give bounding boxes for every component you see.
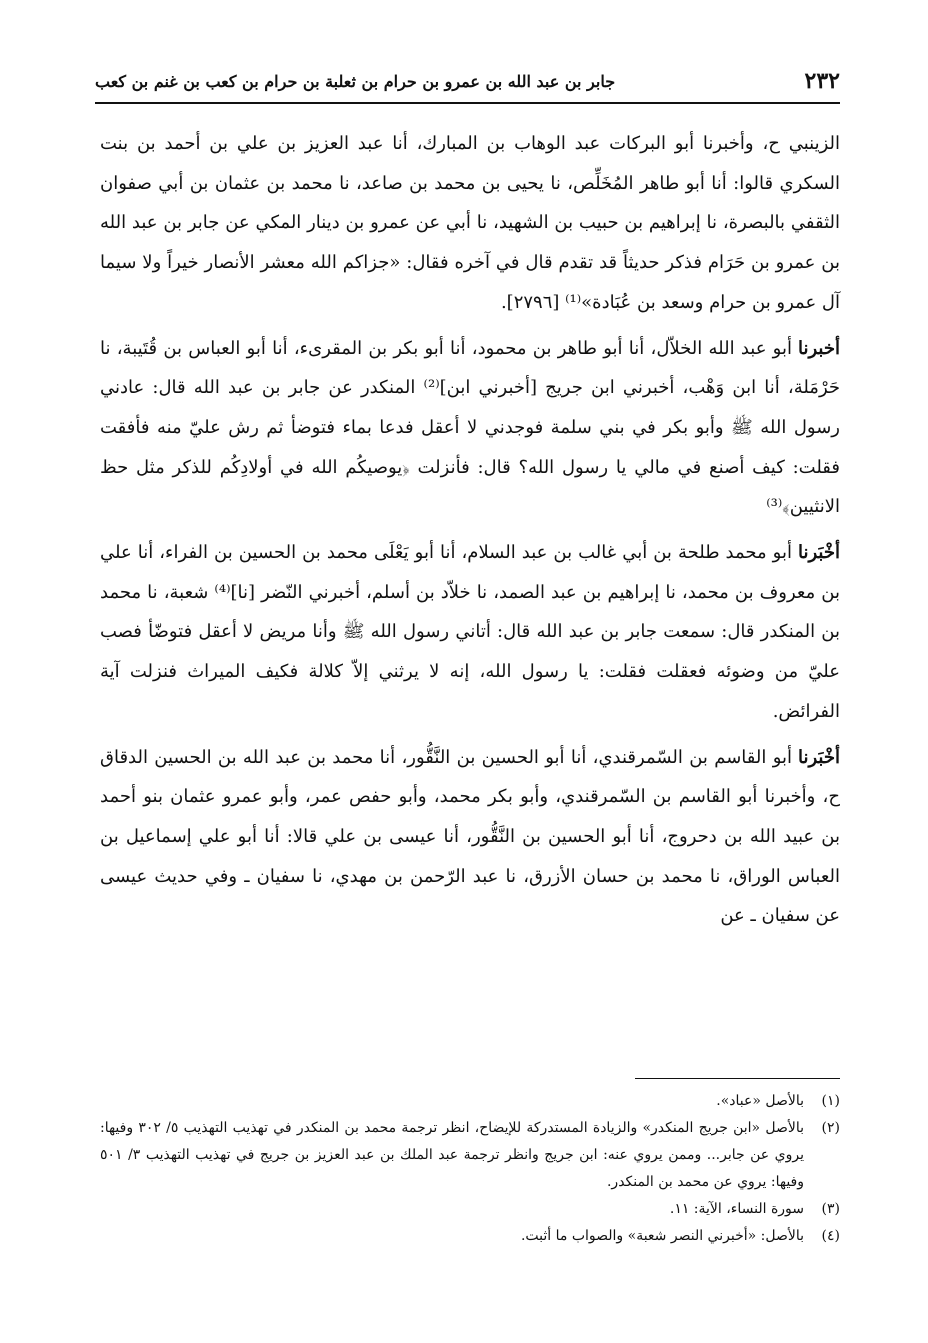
footnote-text: بالأصل «عباد». xyxy=(716,1093,804,1109)
footnote-text: سورة النساء، الآية: ١١. xyxy=(669,1201,804,1217)
footnote-4 xyxy=(100,1223,840,1250)
footnote-text: بالأصل «ابن جريج المنكدر» والزيادة المستدركة للإيضاح، انظر ترجمة محمد بن المنكدر في تهذيب التهذيب ٥/ ٣٠٢ وفيها: يروي عن جابر... وممن يروي عنه: ابن جريج وانظر ترجمة عبد الملك بن عبد العزيز بن جريج في تهذيب التهذيب ٣/ ٥٠١ وفيها: يروي عن محمد بن المنكدر. xyxy=(100,1120,804,1190)
page-number: ٢٣٢ xyxy=(804,68,840,94)
paragraph-lead-word: أخْبَرنا xyxy=(798,746,840,768)
header-rule xyxy=(95,102,840,104)
footnote-2 xyxy=(100,1115,840,1196)
running-header xyxy=(95,66,840,96)
paragraph-lead-word: أخبرنا xyxy=(798,337,840,359)
footnote-1 xyxy=(100,1088,840,1115)
paragraph-lead-word: أخْبَرنا xyxy=(798,542,840,564)
footnotes xyxy=(100,1088,840,1250)
paragraph-text: أبو عبد الله الخلاّل، أنا أبو طاهر بن محمود، أنا أبو بكر بن المقرىء، أنا أبو العباس بن قُتَيبة، نا حَرْمَلة، أنا ابن وَهْب، أخبرني ابن جريج [أخبرني ابن]⁽²⁾ المنكدر عن جابر بن عبد الله قال: عادني رسول الله ﷺ وأبو بكر في بني سلمة فوجدني لا أعقل فدعا بماء فتوضأ ثم رش عليّ منه فأفقت فقلت: كيف أصنع في مالي يا رسول الله؟ قال: فأنزلت ﴿يوصيكُم الله في أولادِكُم للذكر مثل حظ الانثيين﴾⁽³⁾ xyxy=(100,337,840,518)
paragraph-3 xyxy=(100,533,840,732)
footnote-text: بالأصل: «أخبرني النصر شعبة» والصواب ما أثبت. xyxy=(520,1228,804,1244)
paragraph-text: أبو القاسم بن السّمرقندي، أنا أبو الحسين بن النَّقُّور، أنا محمد بن عبد الله بن الحسين الدقاق ح، وأخبرنا أبو القاسم بن السّمرقندي، وأبو بكر محمد، وأبو حفص عمر، وأبو عمرو عثمان بنو أحمد بن عبيد الله بن دحروج، أنا أبو الحسين بن النَّقُّور، أنا عيسى بن علي قالا: أنا أبو علي إسماعيل بن العباس الوراق، نا محمد بن حسان الأزرق، نا عبد الرّحمن بن مهدي، نا سفيان ـ وفي حديث عيسى عن سفيان ـ عن xyxy=(100,746,840,927)
paragraph-4 xyxy=(100,738,840,937)
paragraph-1 xyxy=(100,124,840,323)
footnote-rule xyxy=(635,1078,840,1079)
main-text xyxy=(100,124,840,942)
paragraph-text: أبو محمد طلحة بن أبي غالب بن عبد السلام، أنا أبو يَعْلَى محمد بن الحسين بن الفراء، أنا علي بن معروف بن محمد، نا إبراهيم بن عبد الصمد، نا خلاّد بن أسلم، أخبرني النّضر [نا]⁽⁴⁾ شعبة، نا محمد بن المنكدر قال: سمعت جابر بن عبد الله قال: أتاني رسول الله ﷺ وأنا مريض لا أعقل فتوضّأ فصب عليّ من وضوئه فعقلت فقلت: يا رسول الله، إنه لا يرثني إلاّ كلالة فكيف الميراث فنزلت آية الفرائض. xyxy=(100,542,841,722)
footnote-number: (٣) xyxy=(821,1201,840,1217)
footnote-number: (٢) xyxy=(821,1120,840,1136)
running-title: جابر بن عبد الله بن عمرو بن حرام بن ثعلبة بن حرام بن كعب بن غنم بن كعب xyxy=(95,71,616,91)
paragraph-text: الزينبي ح، وأخبرنا أبو البركات عبد الوهاب بن المبارك، أنا عبد العزيز بن علي بن أحمد بن بنت السكري قالوا: أنا أبو طاهر المُخَلِّص، نا يحيى بن محمد بن صاعد، نا محمد بن عثمان بن أبي صفوان الثقفي بالبصرة، نا إبراهيم بن حبيب بن الشهيد، نا أبي عن عمرو بن دينار المكي عن جابر بن عبد الله بن عمرو بن حَرَام فذكر حديثاً قد تقدم قال في آخره فقال: «جزاكم الله معشر الأنصار خيراً ولا سيما آل عمرو بن حرام وسعد بن عُبَادة»⁽¹⁾ [٢٧٩٦]. xyxy=(100,133,840,313)
footnote-number: (٤) xyxy=(821,1228,840,1244)
footnote-3 xyxy=(100,1196,840,1223)
paragraph-2 xyxy=(100,329,840,528)
footnote-number: (١) xyxy=(821,1093,840,1109)
